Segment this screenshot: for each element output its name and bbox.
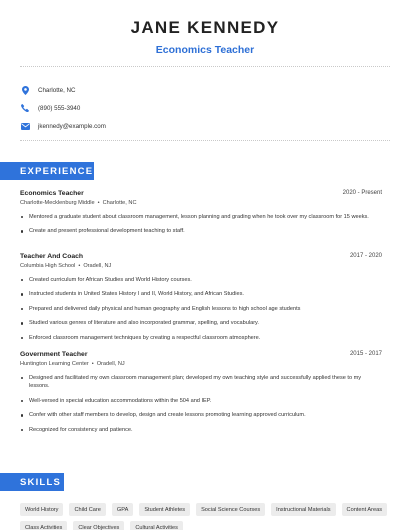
bullet-item: Studied various genres of literature and also incorporated grammar, spelling, and vocabulary. (20, 319, 382, 327)
job-company: Charlotte-Mecklenburg Middle (20, 200, 95, 206)
skill-tag: Instructional Materials (271, 503, 335, 516)
job-entry (20, 351, 382, 440)
phone-text: (890) 555-3940 (38, 104, 81, 112)
bullet-item: Mentored a graduate student about classroom management, lesson planning and grading when he took over my classroom for 15 weeks. (20, 213, 382, 221)
bullet-item: Recognized for consistency and patience. (20, 426, 382, 434)
section-heading-skills: SKILLS (0, 473, 64, 491)
location-text: Charlotte, NC (38, 86, 76, 94)
bullet-item: Prepared and delivered daily physical and human geography and English lessons to high school age students (20, 305, 382, 313)
job-company: Columbia High School (20, 263, 76, 269)
job-bullets (20, 213, 382, 236)
skill-tag: Content Areas (342, 503, 387, 516)
skill-tag: Clear Objectives (73, 521, 124, 530)
bullet-item: Create and present professional development teaching to staff. (20, 227, 382, 235)
job-entry (20, 253, 382, 348)
bullet-item: Designed and facilitated my own classroom management plan; developed my own teaching style and successfully applied these to my lessons. (20, 374, 382, 391)
job-company: Huntington Learning Center (20, 361, 89, 367)
job-company-line: Huntington Learning Center • Oradell, NJ (20, 361, 125, 367)
job-company-line: Columbia High School • Oradell, NJ (20, 263, 112, 269)
skill-tag: World History (20, 503, 63, 516)
job-location: Oradell, NJ (83, 263, 112, 269)
skill-tag: Student Athletes (139, 503, 190, 516)
skills-list (20, 503, 395, 530)
skill-tag: GPA (112, 503, 133, 516)
skill-tag: Cultural Activities (130, 521, 183, 530)
job-title: Government Teacher (20, 351, 88, 358)
job-entry (20, 190, 382, 242)
skill-tag: Class Activities (20, 521, 67, 530)
job-title-heading: Economics Teacher (155, 44, 255, 56)
contact-phone (20, 102, 80, 114)
job-bullets (20, 276, 382, 342)
bullet-item: Confer with other staff members to develop, design and create lessons promoting learning approved curriculum. (20, 411, 382, 419)
job-date: 2020 - Present (342, 190, 382, 196)
job-date: 2017 - 2020 (349, 253, 382, 259)
bullet-item: Instructed students in United States History I and II, World History, and African Studies. (20, 290, 382, 298)
job-date: 2015 - 2017 (349, 351, 382, 357)
bullet-item: Well-versed in special education accommodations within the 504 and IEP. (20, 397, 382, 405)
job-location: Oradell, NJ (96, 361, 125, 367)
phone-icon (20, 102, 30, 114)
job-title: Teacher And Coach (20, 253, 84, 260)
job-location: Charlotte, NC (102, 200, 137, 206)
resume-header (0, 18, 410, 56)
job-bullets (20, 374, 382, 434)
email-text: jkennedy@example.com (38, 122, 106, 130)
envelope-icon (20, 120, 30, 132)
divider-bottom (20, 140, 390, 141)
bullet-item: Created curriculum for African Studies and World History courses. (20, 276, 382, 284)
contact-email (20, 120, 106, 132)
bullet-item: Enforced classroom management techniques by creating a respectful classroom atmosphere. (20, 334, 382, 342)
contact-location (20, 84, 75, 96)
divider-top (20, 66, 390, 67)
skill-tag: Social Science Courses (196, 503, 265, 516)
section-heading-experience: EXPERIENCE (0, 162, 94, 180)
candidate-name: JANE KENNEDY (130, 18, 280, 37)
job-title: Economics Teacher (20, 190, 84, 197)
skill-tag: Child Care (69, 503, 105, 516)
map-pin-icon (20, 84, 30, 96)
job-company-line: Charlotte-Mecklenburg Middle • Charlotte, NC (20, 200, 137, 206)
